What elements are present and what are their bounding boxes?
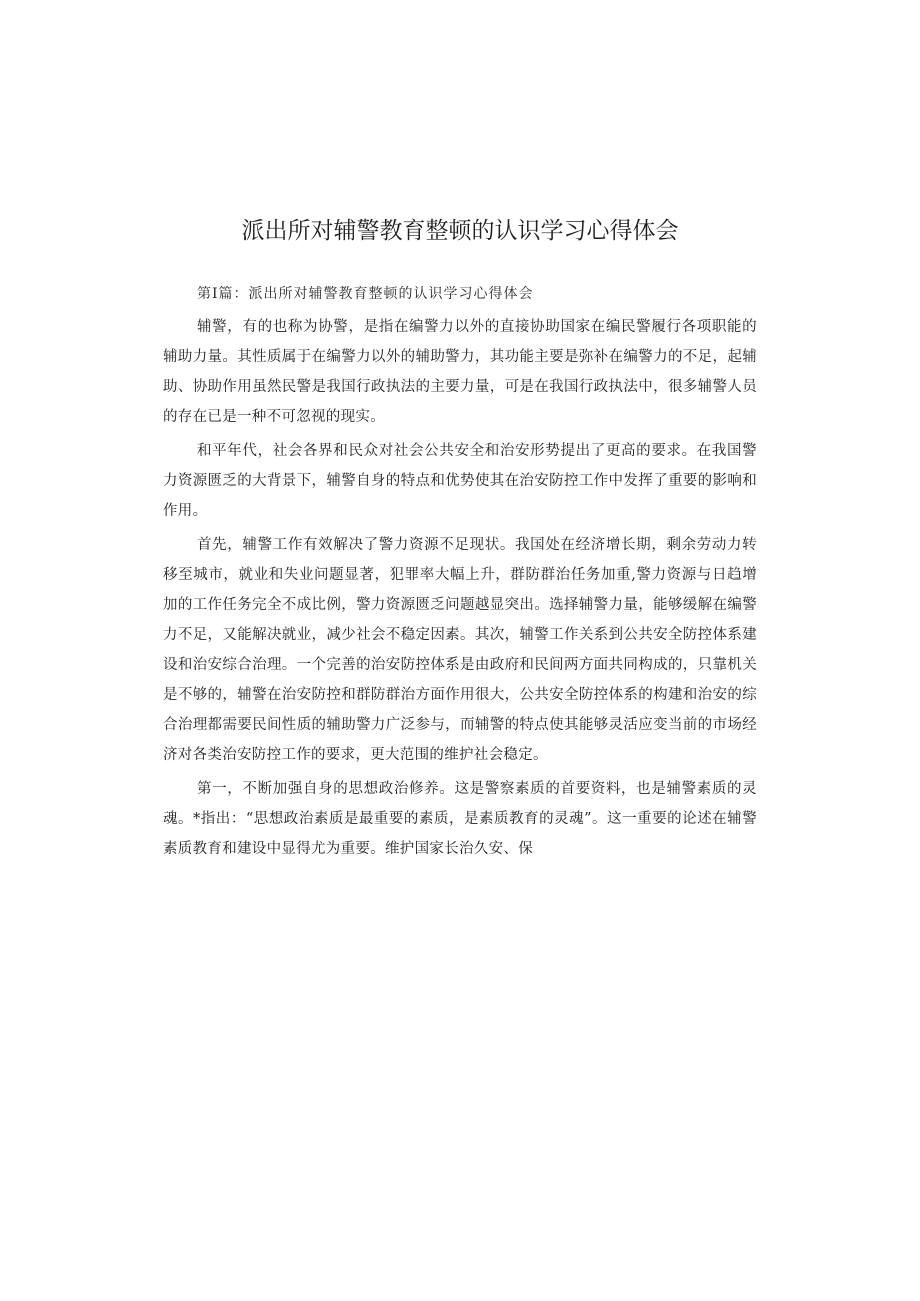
- document-body: [163, 283, 757, 868]
- paragraph-3: 首先，辅警工作有效解决了警力资源不足现状。我国处在经济增长期，剩余劳动力转移至城市，就业和失业问题显著，犯罪率大幅上升，群防群治任务加重,警力资源与日趋增加的工作任务完全不成比例，警力资源匮乏问题越显突出。选择辅警力量，能够缓解在编警力不足，又能解决就业，减少社会不稳定因素。其次，辅警工作关系到公共安全防控体系建设和治安综合治理。一个完善的治安防控体系是由政府和民间两方面共同构成的，只靠机关是不够的，辅警在治安防控和群防群治方面作用很大，公共安全防控体系的构建和治安的综合治理都需要民间性质的辅助警力广泛参与，而辅警的特点使其能够灵活应变当前的市场经济对各类治安防控工作的要求，更大范围的维护社会稳定。: [163, 537, 757, 763]
- document-title: 派出所对辅警教育整顿的认识学习心得体会: [241, 218, 679, 244]
- section-subtitle: 第Ⅰ篇：派出所对辅警教育整顿的认识学习心得体会: [197, 286, 534, 302]
- paragraph-4: 第一，不断加强自身的思想政治修养。这是警察素质的首要资料，也是辅警素质的灵魂。*指出：“思想政治素质是最重要的素质，是素质教育的灵魂”。这一重要的论述在辅警素质教育和建设中显得尤为重要。维护国家长治久安、保: [163, 781, 757, 857]
- paragraph-2: 和平年代，社会各界和民众对社会公共安全和治安形势提出了更高的要求。在我国警力资源匮乏的大背景下，辅警自身的特点和优势使其在治安防控工作中发挥了重要的影响和作用。: [163, 443, 757, 519]
- paragraph-1: 辅警，有的也称为协警，是指在编警力以外的直接协助国家在编民警履行各项职能的辅助力量。其性质属于在编警力以外的辅助警力，其功能主要是弥补在编警力的不足，起辅助、协助作用虽然民警是我国行政执法的主要力量，可是在我国行政执法中，很多辅警人员的存在已是一种不可忽视的现实。: [163, 319, 757, 425]
